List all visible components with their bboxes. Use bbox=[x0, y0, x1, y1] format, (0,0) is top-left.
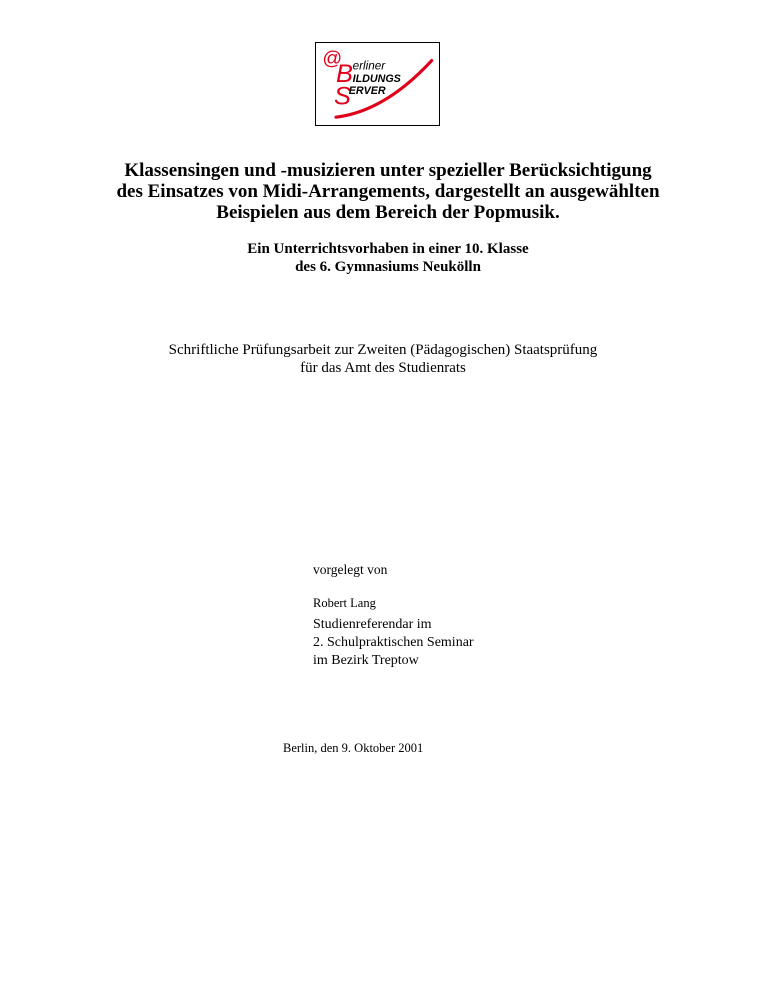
logo-line-berliner: erliner bbox=[352, 59, 386, 73]
author-name: Robert Lang bbox=[313, 596, 376, 610]
author-role-line: 2. Schulpraktischen Seminar bbox=[313, 635, 474, 650]
logo-letter-s: S bbox=[334, 82, 351, 111]
author-role-line: Studienreferendar im bbox=[313, 617, 432, 632]
document-title bbox=[70, 160, 706, 223]
exam-line: Schriftliche Prüfungsarbeit zur Zweiten (Pädagogischen) Staatsprüfung bbox=[168, 342, 598, 358]
title-line: Klassensingen und -musizieren unter spezieller Berücksichtigung bbox=[124, 160, 652, 181]
berliner-bildungsserver-logo bbox=[315, 42, 440, 126]
title-line: Beispielen aus dem Bereich der Popmusik. bbox=[216, 202, 560, 223]
place-and-date: Berlin, den 9. Oktober 2001 bbox=[283, 741, 424, 755]
logo-graphic bbox=[316, 43, 439, 125]
title-line: des Einsatzes von Midi-Arrangements, dargestellt an ausgewählten bbox=[116, 181, 660, 202]
logo-line-server: ERVER bbox=[348, 84, 386, 97]
logo-at-sign: @ bbox=[322, 47, 343, 70]
exam-line: für das Amt des Studienrats bbox=[300, 360, 466, 376]
exam-description bbox=[70, 341, 696, 377]
logo-line-bildungs: ILDUNGS bbox=[352, 73, 401, 86]
subtitle-line: Ein Unterrichtsvorhaben in einer 10. Klasse bbox=[247, 241, 529, 257]
author-role-line: im Bezirk Treptow bbox=[313, 653, 419, 668]
document-subtitle bbox=[70, 240, 706, 276]
author-block bbox=[313, 562, 613, 670]
subtitle-line: des 6. Gymnasiums Neukölln bbox=[295, 259, 481, 275]
logo-letter-b: B bbox=[336, 60, 353, 89]
presented-by-label: vorgelegt von bbox=[313, 562, 388, 577]
